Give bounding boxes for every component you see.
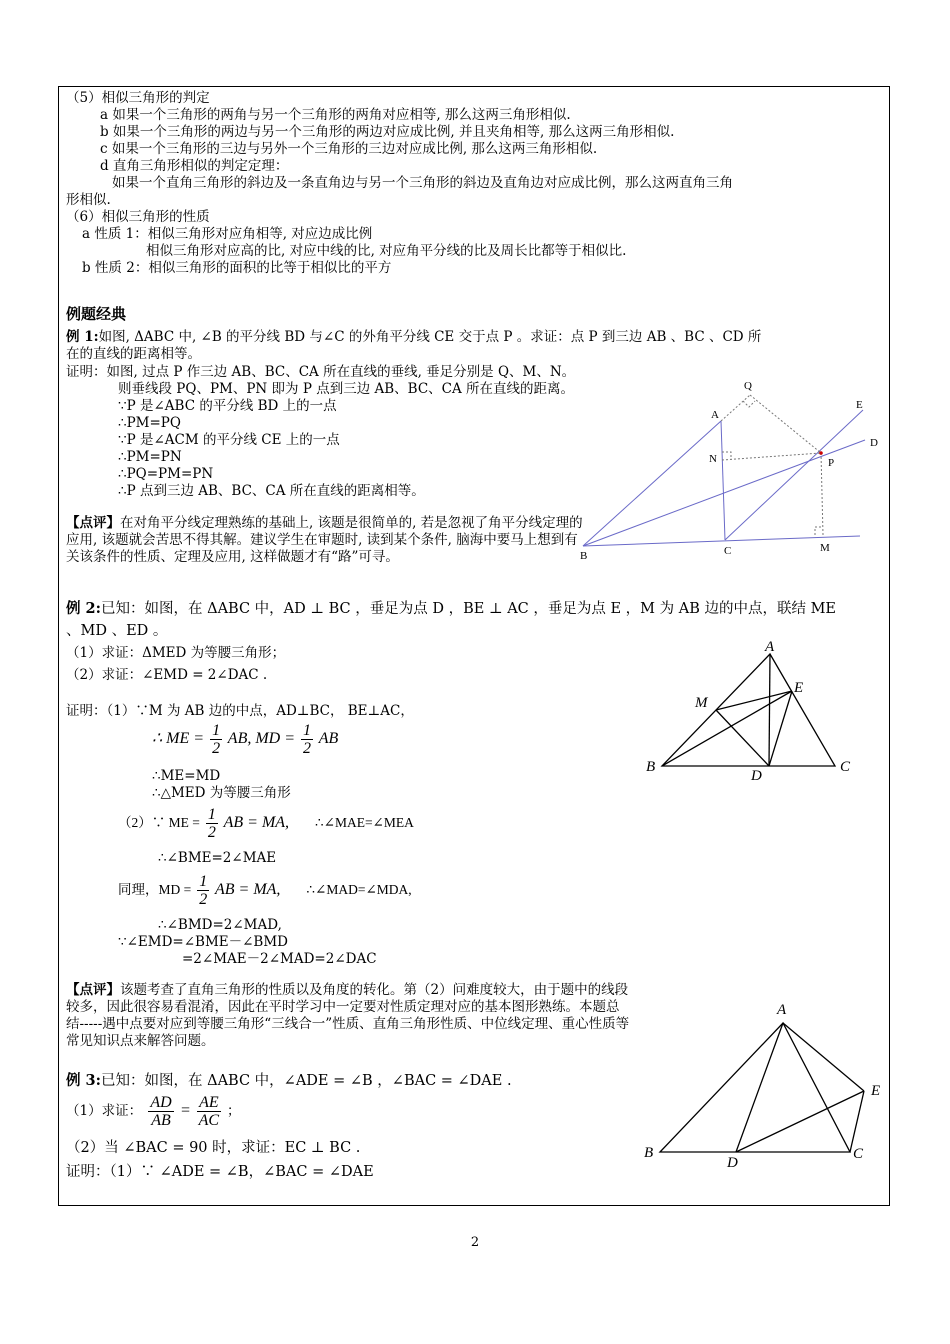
fig1-ext-AQ [721,395,750,421]
ex2-eq-text: ∴ ME = [152,730,205,748]
ex2-eq-text: 同理，MD = [118,882,192,898]
fig3-label-C: C [853,1146,864,1162]
ex1-statement-cont: 在的直线的距离相等。 [66,346,201,362]
section6-property-1-cont: 相似三角形对应高的比, 对应中线的比, 对应角平分线的比及周长比都等于相似比. [146,243,627,259]
ex1-figure [575,380,890,570]
ex3-statement [66,1072,512,1090]
ex2-eq-text: AB, MD = [227,730,296,748]
fig1-line-AB [583,421,721,546]
fig1-perp-PM [821,453,823,535]
page-number: 2 [470,1235,480,1250]
fig2-line-AD [769,654,770,766]
ex2-proof-line: 证明：（1）∵M 为 AB 边的中点，AD⊥BC， BE⊥AC， [66,703,414,719]
ex2-proof-equation [152,722,338,757]
fraction-denominator: AC [198,1112,220,1129]
section6-property-2: b 性质 2：相似三角形的面积的比等于相似比的平方 [82,260,392,276]
fraction-numerator: 1 [207,806,216,823]
ex2-statement [66,600,836,618]
ex1-statement [66,329,761,346]
fig1-label-E: E [856,399,863,411]
fraction-denominator: 2 [303,740,312,757]
fig1-right-angle-M [815,527,823,535]
fig1-label-B: B [580,550,588,562]
ex2-proof-line: ∴△MED 为等腰三角形 [152,785,291,801]
fraction-denominator: 2 [199,891,208,908]
section6-property-1: a 性质 1：相似三角形对应角相等, 对应边成比例 [82,226,373,242]
ex2-comment [66,982,631,1050]
fig3-label-E: E [871,1083,880,1099]
fig1-label-A: A [711,409,719,421]
ex2-figure [640,635,870,785]
ex1-label: 例 1: [66,329,99,345]
ex1-proof-line: ∴PQ=PM=PN [118,466,214,482]
fig3-triangle-ABC [660,1023,850,1152]
ex1-proof-line: ∴PM=PQ [118,415,181,431]
fig1-perp-PQ [750,395,821,453]
ex1-comment-text: 在对角平分线定理熟练的基础上, 该题是很简单的, 若是忽视了角平分线定理的应用, 该题就会苦思不得其解。建议学生在审题时, 读到某个条件, 脑海中要马上想到有关该条件的性质、定理及应用, 这样做题才有“路”可寻。 [66,515,583,565]
ex2-label: 例 2: [66,600,101,617]
fraction-denominator: AB [151,1112,171,1129]
fig2-label-M: M [695,695,708,711]
fig2-line-MD [716,710,769,766]
ex2-proof-line: ∴∠BME=2∠MAE [158,850,277,866]
fraction-denominator: 2 [207,824,216,841]
fig2-label-E: E [794,680,804,696]
fig1-label-N: N [709,453,717,465]
fig2-triangle-ABC [662,654,835,766]
fig2-label-A: A [765,639,775,655]
ex2-question-1: （1）求证：ΔMED 为等腰三角形； [66,645,286,661]
ex3-text: 已知：如图，在 ΔABC 中，∠ADE = ∠B ，∠BAC = ∠DAE . [101,1073,512,1089]
ex2-proof-equation-3 [118,873,412,908]
fraction-numerator: 1 [303,722,312,739]
fig1-label-M: M [820,542,830,554]
ex2-proof-line: ∵∠EMD=∠BME－∠BMD [118,934,289,950]
ex2-proof-line: ∴ME=MD [152,768,221,784]
ex2-eq-text: ∴∠MAE=∠MEA [315,815,414,831]
fig3-label-B: B [644,1145,654,1161]
fig3-label-D: D [727,1155,738,1171]
ex2-proof-line: ∴∠BMD=2∠MAD, [158,917,282,933]
fig2-label-D: D [751,768,762,784]
ex2-text: 已知：如图，在 ΔABC 中，AD ⊥ BC ，垂足为点 D ，BE ⊥ AC ，垂足为点 E ，M 为 AB 边的中点，联结 ME [101,601,837,617]
ex1-proof-line: ∵P 是∠ABC 的平分线 BD 上的一点 [118,398,337,414]
section5-item-c: c 如果一个三角形的三边与另外一个三角形的三边对应成比例, 那么这两三角形相似. [100,141,598,157]
fig1-label-D: D [870,437,878,449]
fraction-numerator: AD [150,1094,172,1111]
ex1-proof-line: ∵P 是∠ACM 的平分线 CE 上的一点 [118,432,340,448]
ex2-proof-line: =2∠MAE－2∠MAD=2∠DAC [182,951,377,967]
ex1-proof-line: ∴P 点到三边 AB、BC、CA 所在直线的距离相等。 [118,483,425,499]
section5-item-d-body-2: 形相似. [66,192,111,208]
ex2-comment-text: 该题考查了直角三角形的性质以及角度的转化。第（2）问难度较大，由于题中的线段较多，因此很容易看混淆，因此在平时学习中一定要对性质定理对应的基本图形熟练。本题总结-----遇中点要对应到等腰三角形“三线合一”性质、直角三角形性质、中位线定理、重心性质等常见知识点来解答问题。 [66,982,630,1049]
section5-item-a: a 如果一个三角形的两角与另一个三角形的两角对应相等, 那么这两三角形相似. [100,107,571,123]
ex1-text: 如图, ΔABC 中, ∠B 的平分线 BD 与∠C 的外角平分线 CE 交于点 P 。求证：点 P 到三边 AB 、BC 、CD 所 [98,329,762,345]
section6-title: （6）相似三角形的性质 [66,209,210,225]
fraction-numerator: AE [199,1094,219,1111]
fig1-point-P [819,451,823,455]
ex1-proof-line: 则垂线段 PQ、PM、PN 即为 P 点到三边 AB、BC、CA 所在直线的距离。 [118,381,575,397]
fig1-right-angle-N [722,452,731,460]
ex3-figure [640,995,880,1175]
fraction-numerator: 1 [199,873,208,890]
fraction-denominator: 2 [212,740,221,757]
ex3-question-1-text: （1）求证： [66,1103,143,1119]
ex2-eq-text: ∴∠MAD=∠MDA, [306,882,412,898]
section5-item-b: b 如果一个三角形的两边与另一个三角形的两边对应成比例, 并且夹角相等, 那么这两三角形相似. [100,124,675,140]
fraction-half [301,722,313,757]
fig2-label-C: C [840,759,851,775]
fig1-perp-PN [722,453,821,460]
fig2-label-B: B [646,759,656,775]
fig3-line-AE [783,1023,864,1091]
fraction-ad-ab [148,1094,173,1129]
ex2-eq-text: （2）∵ ME = [118,815,200,831]
fig1-right-angle-Q [743,401,755,407]
examples-heading: 例题经典 [66,305,127,323]
fig1-line-CE [725,410,863,540]
fraction-half [210,722,222,757]
fig3-label-A: A [777,1002,787,1018]
section5-item-d-body: 如果一个直角三角形的斜边及一条直角边与另一个三角形的斜边及直角边对应成比例，那么这两直角三角 [112,175,733,191]
section5-title: （5）相似三角形的判定 [66,90,210,106]
ex2-question-2: （2）求证：∠EMD = 2∠DAC . [66,667,268,683]
fig1-line-BM [583,536,860,546]
fig1-label-Q: Q [744,380,752,392]
fraction-half [206,806,218,841]
ex2-proof-equation-2 [118,806,414,841]
ex3-question-2: （2）当 ∠BAC = 90 时，求证：EC ⊥ BC . [66,1140,361,1156]
ex2-eq-text: AB = MA, [214,881,281,899]
ex2-eq-text: AB [318,730,339,748]
ex3-question-1: （1）求证： $\frac{AD}{AB}$ = $\frac{AE}{AC}$ ； [66,1094,241,1129]
fraction-half [197,873,209,908]
ex2-comment-tag: 【点评】 [66,982,120,998]
fig1-label-C: C [724,545,732,557]
fig3-line-EC [850,1091,864,1152]
fig1-label-P: P [828,457,835,469]
section5-item-d: d 直角三角形相似的判定定理： [100,158,289,174]
fraction-ae-ac [197,1094,221,1129]
fig2-line-ME [716,691,792,710]
ex2-statement-cont: 、MD 、ED 。 [66,623,168,639]
ex2-eq-text: AB = MA, [223,814,290,832]
fraction-numerator: 1 [212,722,221,739]
ex1-comment-tag: 【点评】 [66,515,120,531]
ex3-label: 例 3: [66,1072,101,1089]
ex1-comment [66,515,591,566]
ex1-proof-line: 证明：如图, 过点 P 作三边 AB、BC、CA 所在直线的垂线, 垂足分别是 Q、M、N。 [66,364,576,380]
ex3-proof-line: 证明：（1）∵ ∠ADE = ∠B，∠BAC = ∠DAE [66,1164,374,1180]
ex1-proof-line: ∴PM=PN [118,449,182,465]
fig1-line-AC [721,421,725,540]
